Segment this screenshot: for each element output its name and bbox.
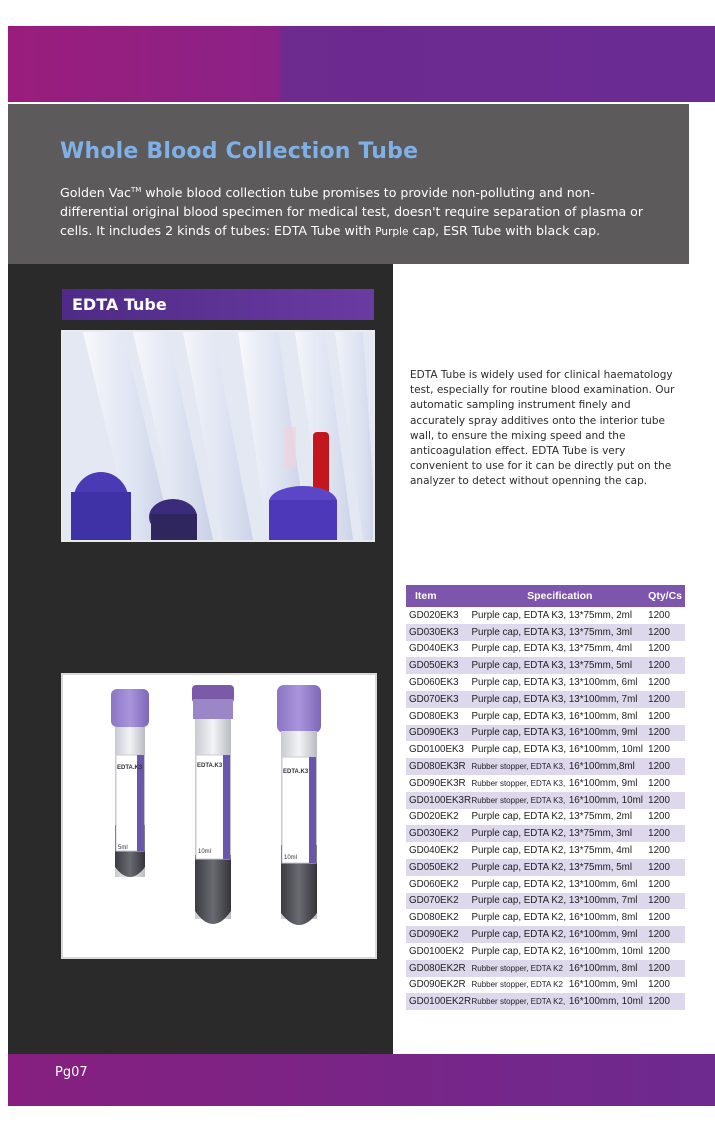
item-code: GD080EK2R: [406, 960, 471, 977]
qty: 1200: [648, 845, 670, 857]
table-row: [406, 909, 685, 926]
qty: 1200: [648, 811, 670, 823]
middle-tube-label: EDTA.K3: [197, 763, 223, 769]
item-code: GD090EK3R: [409, 777, 466, 789]
left-tube-volume: 5ml: [118, 845, 128, 851]
item-code: GD090EK2R: [409, 979, 466, 991]
item-code: GD090EK3: [406, 725, 471, 742]
qty: 1200: [648, 893, 685, 910]
trademark-mark: TM: [130, 186, 142, 194]
table-row: [406, 792, 685, 809]
cap-type: Purple cap, EDTA K2,: [471, 845, 567, 857]
qty: 1200: [648, 945, 670, 957]
table-row: [406, 809, 685, 826]
table-row: [406, 960, 685, 977]
qty: 1200: [648, 643, 670, 655]
item-code: GD080EK3R: [406, 758, 471, 775]
header-specification: Specification: [471, 585, 648, 607]
table-row: [406, 725, 685, 742]
table-row: [406, 708, 685, 725]
table-row: [406, 691, 685, 708]
right-tube-volume: 10ml: [284, 855, 298, 861]
top-color-band: [8, 26, 715, 102]
table-row: [406, 775, 685, 792]
qty: 1200: [648, 777, 670, 789]
qty: 1200: [648, 710, 670, 722]
cap-type: Purple cap, EDTA K3,: [471, 609, 567, 621]
cap-type: Purple cap, EDTA K2,: [471, 811, 567, 823]
tube-size: 16*100mm, 10ml: [569, 792, 648, 809]
table-row: [406, 674, 685, 691]
table-row: [406, 842, 685, 859]
qty: 1200: [648, 960, 685, 977]
qty: 1200: [648, 758, 685, 775]
tube-size: 13*75mm, 5ml: [569, 859, 648, 876]
intro-brand: Golden Vac: [60, 185, 131, 201]
cap-type: Rubber stopper, EDTA K2,: [471, 993, 568, 1010]
tube-size: 13*75mm, 3ml: [569, 825, 648, 842]
intro-purple-word: Purple: [375, 226, 409, 239]
table-row: [406, 758, 685, 775]
qty: 1200: [648, 609, 670, 621]
qty: 1200: [648, 926, 685, 943]
qty: 1200: [648, 825, 685, 842]
table-header-row: [406, 585, 685, 607]
item-code: GD040EK2: [409, 845, 459, 857]
tube-size: 13*100mm, 6ml: [568, 677, 638, 689]
item-code: GD0100EK2R: [406, 993, 471, 1010]
item-code: GD0100EK3R: [406, 792, 471, 809]
cap-type: Rubber stopper, EDTA K3,: [471, 758, 568, 775]
item-code: GD030EK2: [406, 825, 471, 842]
qty: 1200: [648, 657, 685, 674]
tube-size: 16*100mm, 8ml: [568, 912, 638, 924]
cap-type: Rubber stopper, EDTA K3,: [471, 778, 566, 788]
tube-size: 13*75mm, 2ml: [568, 609, 633, 621]
table-row: [406, 859, 685, 876]
tube-size: 16*100mm,8ml: [569, 758, 648, 775]
cap-type: Rubber stopper, EDTA K2: [471, 980, 563, 990]
tube-size: 16*100mm, 10ml: [568, 945, 643, 957]
item-code: GD050EK3: [406, 657, 471, 674]
item-code: GD090EK2: [406, 926, 471, 943]
cap-type: Purple cap, EDTA K2,: [471, 825, 568, 842]
tube-size: 13*75mm, 5ml: [569, 657, 648, 674]
cap-type: Purple cap, EDTA K3,: [471, 657, 568, 674]
tube-size: 16*100mm, 10ml: [569, 993, 648, 1010]
item-code: GD050EK2: [406, 859, 471, 876]
table-row: [406, 741, 685, 758]
left-tube-label: EDTA.K3: [117, 765, 143, 771]
table-row: [406, 641, 685, 658]
intro-text: whole blood collection tube promises to provide non-polluting and non-differential original blood specimen for medical test, doesn't require separation of plasma or cells. It includes 2 kinds of tubes: EDTA Tube with: [60, 185, 644, 239]
header-qty: Qty/Cs: [648, 585, 685, 607]
page-number: Pg07: [55, 1065, 88, 1080]
qty: 1200: [648, 912, 670, 924]
tube-size: 13*75mm, 3ml: [569, 624, 648, 641]
item-code: GD040EK3: [409, 643, 459, 655]
cap-type: Purple cap, EDTA K3,: [471, 725, 568, 742]
qty: 1200: [648, 744, 670, 756]
spec-table: [406, 585, 685, 1010]
table-row: [406, 876, 685, 893]
cap-type: Purple cap, EDTA K2,: [471, 912, 567, 924]
table-row: [406, 943, 685, 960]
qty: 1200: [648, 624, 685, 641]
tube-size: 16*100mm, 8ml: [568, 710, 638, 722]
middle-tube-volume: 10ml: [198, 849, 212, 855]
cap-type: Purple cap, EDTA K3,: [471, 710, 567, 722]
item-code: GD080EK3: [409, 710, 459, 722]
item-code: GD070EK2: [406, 893, 471, 910]
cap-type: Purple cap, EDTA K2,: [471, 926, 568, 943]
tube-size: 13*100mm, 6ml: [568, 878, 638, 890]
tube-size: 13*100mm, 7ml: [569, 691, 648, 708]
tubes-closeup-photo: [61, 330, 375, 542]
intro-paragraph: [60, 181, 660, 242]
intro-text-end: cap, ESR Tube with black cap.: [408, 223, 601, 239]
item-code: GD060EK2: [409, 878, 459, 890]
table-row: [406, 624, 685, 641]
table-row: [406, 926, 685, 943]
cap-type: Purple cap, EDTA K2,: [471, 945, 567, 957]
qty: 1200: [648, 691, 685, 708]
tube-size: 16*100mm, 8ml: [569, 960, 648, 977]
cap-type: Purple cap, EDTA K3,: [471, 677, 567, 689]
section-title: EDTA Tube: [72, 295, 167, 314]
qty: 1200: [648, 979, 670, 991]
tube-size: 13*75mm, 2ml: [568, 811, 633, 823]
item-code: GD020EK2: [409, 811, 459, 823]
header-item: Item: [406, 585, 471, 607]
tube-size: 16*100mm, 9ml: [568, 777, 638, 789]
three-tubes-photo: [61, 673, 377, 959]
tube-size: 13*100mm, 7ml: [569, 893, 648, 910]
tube-size: 16*100mm, 9ml: [568, 979, 638, 991]
table-row: [406, 893, 685, 910]
section-header-bar: [62, 289, 374, 320]
qty: 1200: [648, 878, 670, 890]
item-code: GD080EK2: [409, 912, 459, 924]
tubes-closeup-illustration: [63, 332, 373, 540]
qty: 1200: [648, 792, 685, 809]
cap-type: Purple cap, EDTA K2,: [471, 859, 568, 876]
table-row: [406, 825, 685, 842]
cap-type: Purple cap, EDTA K3,: [471, 643, 567, 655]
tube-size: 16*100mm, 9ml: [569, 725, 648, 742]
item-code: GD0100EK2: [409, 945, 465, 957]
cap-type: Rubber stopper, EDTA K3,: [471, 792, 568, 809]
item-code: GD070EK3: [406, 691, 471, 708]
qty: 1200: [648, 677, 670, 689]
cap-type: Purple cap, EDTA K2,: [471, 893, 568, 910]
edta-description: EDTA Tube is widely used for clinical haematology test, especially for routine blood examination. Our automatic sampling instrument finely and accurately spray additives onto the interior tube wall, to ensure the mixing speed and the anticoagulation effect. EDTA Tube is very convenient to use for it can be directly put on the analyzer to detect without openning the cap.: [410, 369, 675, 488]
item-code: GD0100EK3: [409, 744, 465, 756]
table-row: [406, 977, 685, 994]
cap-type: Rubber stopper, EDTA K2: [471, 960, 568, 977]
cap-type: Purple cap, EDTA K3,: [471, 691, 568, 708]
cap-type: Purple cap, EDTA K3,: [471, 744, 567, 756]
tube-size: 16*100mm, 10ml: [568, 744, 643, 756]
right-tube-cap: [277, 685, 321, 733]
table-row: [406, 993, 685, 1010]
qty: 1200: [648, 859, 685, 876]
item-code: GD060EK3: [409, 677, 459, 689]
tube-size: 16*100mm, 9ml: [569, 926, 648, 943]
tube-size: 13*75mm, 4ml: [568, 643, 633, 655]
item-code: GD020EK3: [409, 609, 459, 621]
left-tube-cap: [111, 689, 149, 727]
table-row: [406, 607, 685, 624]
qty: 1200: [648, 993, 685, 1010]
item-code: GD030EK3: [406, 624, 471, 641]
footer-band: [8, 1054, 715, 1106]
cap-type: Purple cap, EDTA K3,: [471, 624, 568, 641]
tube-size: 13*75mm, 4ml: [568, 845, 633, 857]
spec-table-body: [406, 607, 685, 1010]
page-title: Whole Blood Collection Tube: [60, 139, 419, 164]
table-row: [406, 657, 685, 674]
right-tube-label: EDTA.K3: [283, 769, 309, 775]
three-tubes-illustration: [63, 675, 375, 957]
qty: 1200: [648, 725, 685, 742]
cap-type: Purple cap, EDTA K2,: [471, 878, 567, 890]
